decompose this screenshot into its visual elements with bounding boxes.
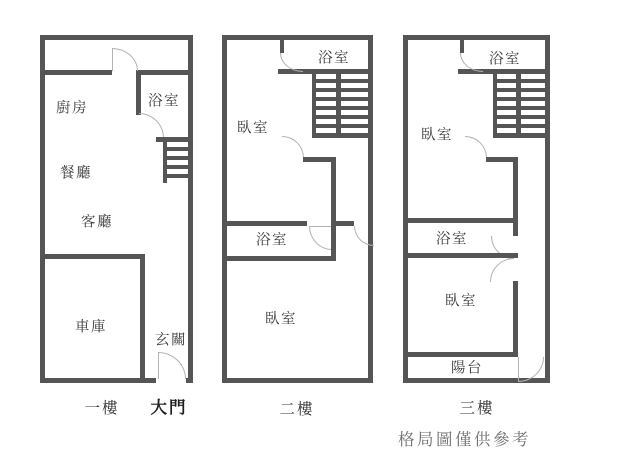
wall (331, 226, 336, 261)
room-label-bathroom-3f-lower: 浴室 (436, 231, 468, 248)
wall (45, 70, 112, 75)
room-label-living: 客廳 (81, 214, 113, 231)
wall (45, 254, 145, 259)
floor-2-label: 二樓 (279, 401, 315, 418)
wall (513, 157, 518, 236)
wall (136, 75, 141, 115)
stairs-2f-divider (336, 74, 341, 134)
wall (460, 40, 464, 53)
room-label-bedroom-3f-rear: 臥室 (445, 293, 477, 310)
stairs-3f-divider (516, 74, 521, 134)
room-label-bedroom-3f-front: 臥室 (421, 127, 453, 144)
wall (227, 221, 307, 226)
wall (136, 70, 193, 75)
room-label-kitchen: 廚房 (56, 100, 88, 117)
room-label-bathroom-2f-lower: 浴室 (256, 232, 288, 249)
room-label-entry: 玄關 (155, 332, 187, 349)
main-door-label: 大門 (150, 399, 188, 417)
room-label-garage: 車庫 (75, 319, 107, 336)
wall (408, 218, 518, 223)
floor-1-label: 一樓 (84, 400, 120, 417)
room-label-bathroom-2f-upper: 浴室 (318, 50, 350, 67)
wall (140, 254, 145, 378)
room-label-balcony: 陽台 (451, 360, 483, 377)
room-label-bedroom-2f-rear: 臥室 (265, 311, 297, 328)
disclaimer-caption: 格局圖僅供參考 (398, 431, 531, 449)
room-label-bathroom-1f: 浴室 (148, 93, 180, 110)
wall (513, 281, 518, 357)
wall (331, 157, 336, 226)
room-label-bathroom-3f-upper: 浴室 (489, 51, 521, 68)
wall (227, 256, 336, 261)
stairs-1f (163, 142, 188, 183)
wall (280, 40, 284, 53)
room-label-dining: 餐廳 (60, 165, 92, 182)
wall (408, 253, 518, 258)
floor-3-label: 三樓 (459, 400, 495, 417)
room-label-bedroom-2f-front: 臥室 (237, 120, 269, 137)
